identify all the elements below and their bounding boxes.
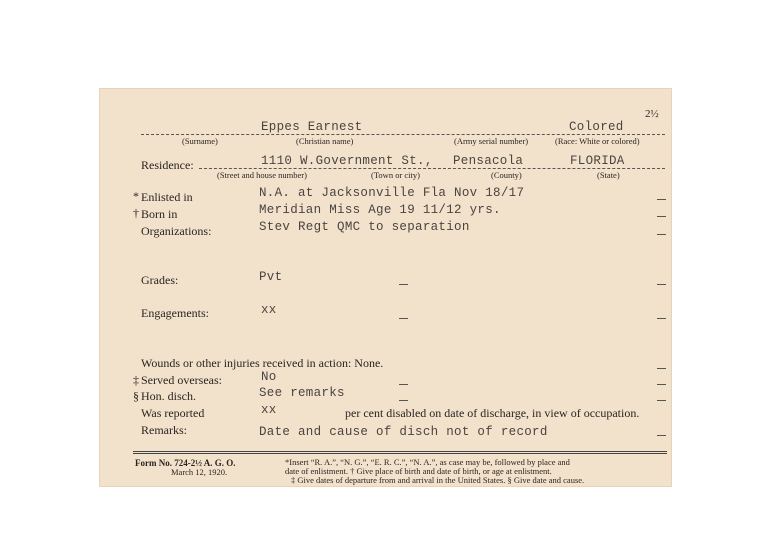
card-fraction: 2½ [645,108,659,120]
footer-rule-bottom [133,453,667,454]
grades-dash-mid [399,284,408,285]
enlisted-mark: * [133,189,139,203]
caption-race: (Race: White or colored) [555,136,640,146]
typed-race: Colored [569,120,624,134]
grades-label: Grades: [141,273,179,287]
typed-town: Pensacola [453,154,524,168]
form-number: Form No. 724-2½ A. G. O. [135,458,236,468]
engagements-label: Engagements: [141,306,209,320]
remarks-label: Remarks: [141,423,187,437]
wounds-text: Wounds or other injuries received in action: None. [141,356,384,370]
served-mark: ‡ [133,373,139,387]
footer-note-2: date of enlistment. † Give place of birth and date of birth, or age at enlistment. [285,466,552,476]
service-record-card [99,88,672,487]
born-value: Meridian Miss Age 19 11/12 yrs. [259,203,501,217]
footer-rule-top [133,451,667,452]
reported-value: xx [261,403,277,417]
served-value: No [261,370,277,384]
caption-christian-name: (Christian name) [296,136,354,146]
caption-town: (Town or city) [371,170,420,180]
born-label: Born in [141,207,178,221]
footer-note-3: ‡ Give dates of departure from and arrival in the United States. § Give date and cause. [291,475,585,485]
hon-value: See remarks [259,386,345,400]
caption-street: (Street and house number) [217,170,307,180]
typed-state: FLORIDA [570,154,625,168]
residence-label: Residence: [141,158,194,172]
remarks-dash [657,435,666,436]
reported-suffix: per cent disabled on date of discharge, in view of occupation. [345,406,640,420]
born-mark: † [133,206,139,220]
form-date: March 12, 1920. [171,467,228,477]
organizations-value: Stev Regt QMC to separation [259,220,470,234]
typed-street: 1110 W.Government St., [261,154,433,168]
typed-name: Eppes Earnest [261,120,363,134]
remarks-value: Date and cause of disch not of record [259,425,548,439]
wounds-dash [657,368,666,369]
born-dash [657,216,666,217]
grades-value: Pvt [259,270,283,284]
hon-dash-right [657,400,666,401]
name-line [141,134,665,135]
engagements-dash-mid [399,318,408,319]
residence-line [199,168,665,169]
hon-dash-mid [399,400,408,401]
enlisted-dash [657,199,666,200]
organizations-label: Organizations: [141,224,212,238]
caption-surname: (Surname) [182,136,218,146]
hon-label: Hon. disch. [141,389,196,403]
served-dash-mid [399,384,408,385]
caption-county: (County) [491,170,522,180]
grades-dash-right [657,284,666,285]
engagements-dash-right [657,318,666,319]
footer-note-1: *Insert “R. A.”, “N. G.”, “E. R. C.”, “N. A.”, as case may be, followed by place and [285,457,570,467]
hon-mark: § [133,389,139,403]
served-label: Served overseas: [141,373,222,387]
reported-label: Was reported [141,406,205,420]
caption-serial-number: (Army serial number) [454,136,529,146]
enlisted-value: N.A. at Jacksonville Fla Nov 18/17 [259,186,525,200]
organizations-dash [657,234,666,235]
caption-state: (State) [597,170,620,180]
enlisted-label: Enlisted in [141,190,193,204]
engagements-value: xx [261,303,277,317]
served-dash-right [657,384,666,385]
